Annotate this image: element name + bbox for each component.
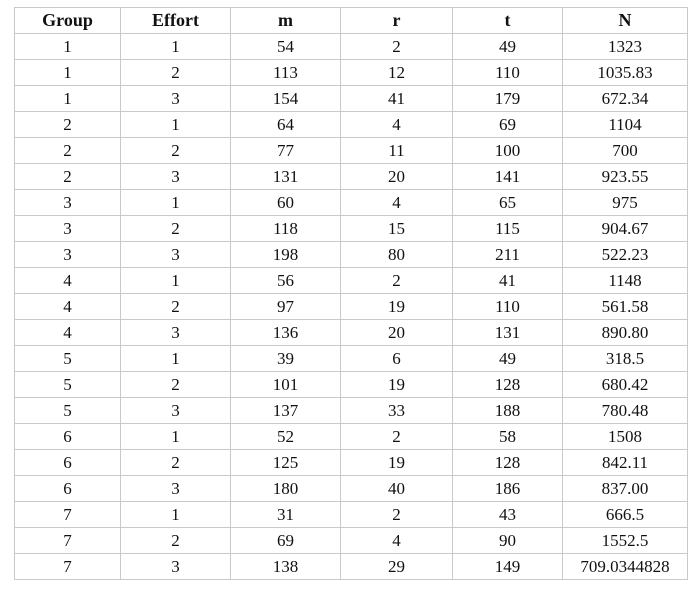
table-row <box>15 476 688 502</box>
cell-n: 842.11 <box>563 450 688 476</box>
cell-group: 1 <box>15 60 121 86</box>
table-row <box>15 320 688 346</box>
cell-n: 1508 <box>563 424 688 450</box>
table-body <box>15 34 688 580</box>
table-row <box>15 554 688 580</box>
cell-r: 4 <box>341 528 453 554</box>
cell-r: 19 <box>341 294 453 320</box>
cell-effort: 2 <box>121 450 231 476</box>
table-row <box>15 34 688 60</box>
cell-n: 666.5 <box>563 502 688 528</box>
cell-group: 4 <box>15 294 121 320</box>
cell-n: 923.55 <box>563 164 688 190</box>
cell-n: 1148 <box>563 268 688 294</box>
cell-n: 709.0344828 <box>563 554 688 580</box>
column-header-group: Group <box>15 8 121 34</box>
cell-effort: 1 <box>121 502 231 528</box>
table-row <box>15 528 688 554</box>
table-row <box>15 398 688 424</box>
cell-effort: 3 <box>121 164 231 190</box>
cell-group: 5 <box>15 346 121 372</box>
cell-t: 58 <box>453 424 563 450</box>
cell-group: 3 <box>15 190 121 216</box>
cell-r: 20 <box>341 164 453 190</box>
cell-effort: 1 <box>121 424 231 450</box>
cell-t: 69 <box>453 112 563 138</box>
cell-r: 41 <box>341 86 453 112</box>
cell-group: 7 <box>15 502 121 528</box>
cell-r: 40 <box>341 476 453 502</box>
cell-effort: 2 <box>121 294 231 320</box>
cell-group: 3 <box>15 242 121 268</box>
cell-r: 2 <box>341 34 453 60</box>
cell-group: 7 <box>15 554 121 580</box>
cell-group: 2 <box>15 112 121 138</box>
cell-t: 110 <box>453 294 563 320</box>
cell-t: 115 <box>453 216 563 242</box>
cell-m: 31 <box>231 502 341 528</box>
cell-r: 2 <box>341 502 453 528</box>
table-row <box>15 216 688 242</box>
cell-effort: 1 <box>121 34 231 60</box>
cell-t: 149 <box>453 554 563 580</box>
cell-group: 1 <box>15 86 121 112</box>
table-row <box>15 242 688 268</box>
cell-group: 5 <box>15 372 121 398</box>
cell-effort: 3 <box>121 554 231 580</box>
table-row <box>15 372 688 398</box>
cell-m: 54 <box>231 34 341 60</box>
table-row <box>15 294 688 320</box>
table-row <box>15 164 688 190</box>
cell-t: 188 <box>453 398 563 424</box>
table-row <box>15 60 688 86</box>
cell-t: 43 <box>453 502 563 528</box>
cell-m: 97 <box>231 294 341 320</box>
cell-m: 69 <box>231 528 341 554</box>
cell-effort: 1 <box>121 190 231 216</box>
cell-m: 137 <box>231 398 341 424</box>
cell-n: 1323 <box>563 34 688 60</box>
cell-effort: 3 <box>121 86 231 112</box>
cell-effort: 2 <box>121 528 231 554</box>
table-row <box>15 112 688 138</box>
cell-effort: 1 <box>121 346 231 372</box>
table-row <box>15 424 688 450</box>
cell-r: 12 <box>341 60 453 86</box>
cell-r: 80 <box>341 242 453 268</box>
cell-n: 837.00 <box>563 476 688 502</box>
cell-effort: 2 <box>121 216 231 242</box>
table-row <box>15 450 688 476</box>
cell-group: 2 <box>15 138 121 164</box>
table-row <box>15 502 688 528</box>
cell-group: 3 <box>15 216 121 242</box>
cell-m: 77 <box>231 138 341 164</box>
cell-m: 56 <box>231 268 341 294</box>
cell-r: 6 <box>341 346 453 372</box>
table-row <box>15 86 688 112</box>
cell-m: 118 <box>231 216 341 242</box>
cell-group: 6 <box>15 450 121 476</box>
cell-r: 2 <box>341 268 453 294</box>
cell-group: 4 <box>15 268 121 294</box>
cell-t: 179 <box>453 86 563 112</box>
cell-m: 198 <box>231 242 341 268</box>
cell-n: 904.67 <box>563 216 688 242</box>
cell-effort: 2 <box>121 138 231 164</box>
table-row <box>15 346 688 372</box>
table-row <box>15 138 688 164</box>
cell-group: 2 <box>15 164 121 190</box>
cell-n: 680.42 <box>563 372 688 398</box>
cell-m: 154 <box>231 86 341 112</box>
cell-t: 211 <box>453 242 563 268</box>
cell-effort: 3 <box>121 242 231 268</box>
cell-m: 60 <box>231 190 341 216</box>
cell-effort: 3 <box>121 398 231 424</box>
cell-t: 49 <box>453 34 563 60</box>
cell-n: 1104 <box>563 112 688 138</box>
cell-effort: 3 <box>121 320 231 346</box>
cell-n: 672.34 <box>563 86 688 112</box>
cell-n: 1035.83 <box>563 60 688 86</box>
cell-effort: 3 <box>121 476 231 502</box>
cell-t: 65 <box>453 190 563 216</box>
cell-m: 113 <box>231 60 341 86</box>
column-header-r: r <box>341 8 453 34</box>
cell-effort: 2 <box>121 60 231 86</box>
cell-n: 522.23 <box>563 242 688 268</box>
cell-r: 4 <box>341 112 453 138</box>
cell-t: 49 <box>453 346 563 372</box>
cell-t: 131 <box>453 320 563 346</box>
cell-m: 125 <box>231 450 341 476</box>
cell-m: 138 <box>231 554 341 580</box>
cell-m: 64 <box>231 112 341 138</box>
cell-r: 20 <box>341 320 453 346</box>
cell-n: 780.48 <box>563 398 688 424</box>
cell-effort: 1 <box>121 112 231 138</box>
data-table <box>14 7 688 580</box>
cell-t: 128 <box>453 372 563 398</box>
column-header-effort: Effort <box>121 8 231 34</box>
cell-t: 128 <box>453 450 563 476</box>
table-header <box>15 8 688 34</box>
cell-t: 141 <box>453 164 563 190</box>
column-header-n: N <box>563 8 688 34</box>
cell-r: 4 <box>341 190 453 216</box>
cell-r: 19 <box>341 372 453 398</box>
cell-t: 90 <box>453 528 563 554</box>
cell-group: 1 <box>15 34 121 60</box>
column-header-t: t <box>453 8 563 34</box>
cell-r: 29 <box>341 554 453 580</box>
cell-effort: 2 <box>121 372 231 398</box>
table-row <box>15 190 688 216</box>
cell-group: 6 <box>15 476 121 502</box>
cell-n: 890.80 <box>563 320 688 346</box>
cell-n: 318.5 <box>563 346 688 372</box>
cell-r: 33 <box>341 398 453 424</box>
cell-m: 180 <box>231 476 341 502</box>
cell-m: 101 <box>231 372 341 398</box>
cell-n: 1552.5 <box>563 528 688 554</box>
cell-n: 975 <box>563 190 688 216</box>
cell-t: 110 <box>453 60 563 86</box>
cell-effort: 1 <box>121 268 231 294</box>
cell-r: 11 <box>341 138 453 164</box>
cell-r: 19 <box>341 450 453 476</box>
cell-group: 7 <box>15 528 121 554</box>
cell-group: 4 <box>15 320 121 346</box>
header-row <box>15 8 688 34</box>
cell-n: 561.58 <box>563 294 688 320</box>
column-header-m: m <box>231 8 341 34</box>
table-row <box>15 268 688 294</box>
cell-t: 186 <box>453 476 563 502</box>
cell-t: 100 <box>453 138 563 164</box>
cell-m: 52 <box>231 424 341 450</box>
cell-m: 131 <box>231 164 341 190</box>
cell-r: 2 <box>341 424 453 450</box>
cell-n: 700 <box>563 138 688 164</box>
cell-group: 5 <box>15 398 121 424</box>
cell-r: 15 <box>341 216 453 242</box>
cell-m: 39 <box>231 346 341 372</box>
cell-group: 6 <box>15 424 121 450</box>
cell-t: 41 <box>453 268 563 294</box>
cell-m: 136 <box>231 320 341 346</box>
